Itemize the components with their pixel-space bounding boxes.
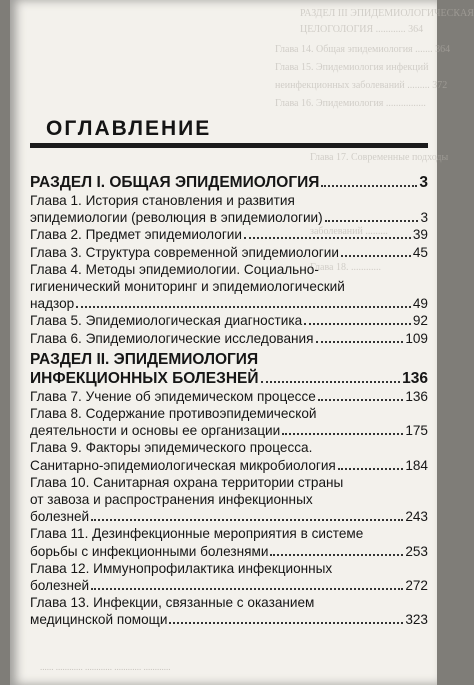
toc-page-number: 39 bbox=[412, 227, 428, 243]
toc-chapter-entry bbox=[30, 439, 428, 473]
toc-entry-line: Глава 9. Факторы эпидемического процесса. bbox=[30, 440, 313, 456]
dot-leader bbox=[244, 237, 411, 239]
toc-chapter-entry bbox=[30, 560, 428, 594]
toc-entry-title: надзор bbox=[30, 296, 75, 312]
toc-entry-line: Глава 4. Методы эпидемиологии. Социально- bbox=[30, 261, 319, 277]
dot-leader bbox=[261, 381, 401, 383]
toc-entry-title: Глава 5. Эпидемиологическая диагностика bbox=[30, 313, 303, 329]
toc-page-number: 3 bbox=[420, 210, 428, 226]
dot-leader bbox=[76, 306, 411, 308]
toc-page-number: 136 bbox=[405, 388, 428, 404]
toc-entry-line: гигиенический мониторинг и эпидемиологический bbox=[30, 279, 345, 295]
toc-chapter-entry bbox=[30, 312, 428, 329]
toc-page-number: 109 bbox=[405, 330, 428, 346]
toc-chapter-entry bbox=[30, 405, 428, 439]
toc-entry-title: медицинской помощи bbox=[30, 612, 168, 628]
dot-leader bbox=[91, 519, 403, 521]
toc-page-number: 92 bbox=[412, 313, 428, 329]
toc-entry-title: Глава 6. Эпидемиологические исследования bbox=[30, 330, 314, 346]
dot-leader bbox=[91, 588, 403, 590]
toc-entry-line: от завоза и распространения инфекционных bbox=[30, 492, 313, 508]
toc-chapter-entry bbox=[30, 594, 428, 628]
toc-part-entry bbox=[30, 350, 428, 388]
toc-part-entry bbox=[30, 173, 428, 192]
dot-leader bbox=[338, 468, 404, 470]
toc-entry-line: Глава 8. Содержание противоэпидемической bbox=[30, 406, 317, 422]
toc-entry-title: РАЗДЕЛ I. ОБЩАЯ ЭПИДЕМИОЛОГИЯ bbox=[30, 174, 320, 191]
toc-page-number: 323 bbox=[405, 612, 428, 628]
table-of-contents bbox=[30, 173, 428, 629]
toc-chapter-entry bbox=[30, 192, 428, 226]
page-title: ОГЛАВЛЕНИЕ bbox=[46, 117, 212, 140]
toc-page-number: 49 bbox=[412, 296, 428, 312]
toc-page-number: 184 bbox=[405, 457, 428, 473]
toc-entry-line: Глава 10. Санитарная охрана территории страны bbox=[30, 474, 344, 490]
dot-leader bbox=[325, 220, 419, 222]
toc-page-number: 272 bbox=[405, 578, 428, 594]
bleed-through-footer: ...... ............ ............ ............ ............ bbox=[40, 662, 171, 672]
heading-rule bbox=[30, 143, 428, 148]
toc-page-number: 136 bbox=[402, 369, 428, 387]
dot-leader bbox=[304, 323, 411, 325]
toc-page-number: 175 bbox=[405, 423, 428, 439]
toc-entry-line: Глава 1. История становления и развития bbox=[30, 193, 295, 208]
toc-page-number: 3 bbox=[419, 174, 428, 191]
toc-entry-title: Глава 3. Структура современной эпидемиологии bbox=[30, 244, 339, 260]
dot-leader bbox=[282, 433, 403, 435]
toc-entry-title: болезней bbox=[30, 578, 90, 594]
toc-chapter-entry bbox=[30, 474, 428, 526]
dot-leader bbox=[318, 399, 403, 401]
toc-chapter-entry bbox=[30, 261, 428, 313]
toc-page-number: 45 bbox=[412, 244, 428, 260]
toc-entry-line: РАЗДЕЛ II. ЭПИДЕМИОЛОГИЯ bbox=[30, 350, 259, 368]
toc-chapter-entry bbox=[30, 244, 428, 261]
toc-entry-title: болезней bbox=[30, 509, 90, 525]
dot-leader bbox=[321, 185, 417, 187]
toc-entry-line: Глава 11. Дезинфекционные мероприятия в системе bbox=[30, 526, 364, 542]
toc-entry-title: эпидемиологии (революция в эпидемиологии) bbox=[30, 210, 323, 226]
toc-chapter-entry bbox=[30, 525, 428, 559]
toc-chapter-entry bbox=[30, 388, 428, 405]
toc-chapter-entry bbox=[30, 226, 428, 243]
toc-entry-title: борьбы с инфекционными болезнями bbox=[30, 543, 269, 559]
toc-entry-title: ИНФЕКЦИОННЫХ БОЛЕЗНЕЙ bbox=[30, 369, 259, 387]
dot-leader bbox=[169, 622, 403, 624]
dot-leader bbox=[316, 341, 404, 343]
toc-chapter-entry bbox=[30, 330, 428, 347]
toc-entry-line: Глава 13. Инфекции, связанные с оказанием bbox=[30, 595, 315, 611]
toc-entry-title: деятельности и основы ее организации bbox=[30, 423, 281, 439]
toc-entry-title: Глава 7. Учение об эпидемическом процессе bbox=[30, 388, 316, 404]
book-page: РАЗДЕЛ III ЭПИДЕМИОЛОГИЧЕСКАЯ ЦЕЛОГОЛОГИЯ ............ 364 Глава 14. Общая эпидемиология ....... 364 Глава 15. Эпидемиология инфекций неинфекционных заболеваний ......... 372 Глава 16. Эпидемиология ................ Глава 17. Современные подходы заболеваний ......... Глава 18. ............ ОГЛАВЛЕНИЕ РАЗДЕЛ I. ОБЩАЯ ЭПИДЕМИОЛОГИЯ 3 Глава 1. История становления и развития эпидемиологии (революция в эпидемиологии) 3 Глава 2. Предмет эпидемиологии 39 Глава 3. Структура современной эпидемиологии 45 Глава 4. Методы эпидемиологии. Социально- гигиенический мониторинг и эпидемиологический надзор 49 Глава 5. Эпидемиологическая диагностика 92 Глава 6. Эпидемиологические исследования 109 РАЗДЕЛ II. ЭПИДЕМИОЛОГИЯ ИНФЕКЦИОННЫХ БОЛЕЗНЕЙ 136 Глава 7. Учение об эпидемическом процессе 136 Глава 8. Содержание противоэпидемической деятельности и основы ее организации 175 Глава 9. Факторы эпидемического процесса. Санитарно-эпидемиологическая микробиология 184 Глава 10. Санитарная охрана территории страны от завоза и распространения инфекционных болезней 243 Глава 11. Дезинфекционные мероприятия в системе борьбы с инфекционными болезнями 253 Глава 12. Иммунопрофилактика инфекционных болезней 272 Глава 13. Инфекции, связанные с оказанием медицинской помощи 323 ...... ............ ............ ............ ............ bbox=[10, 0, 437, 685]
dot-leader bbox=[270, 554, 403, 556]
toc-page-number: 253 bbox=[405, 543, 428, 559]
toc-entry-title: Глава 2. Предмет эпидемиологии bbox=[30, 227, 242, 243]
toc-page-number: 243 bbox=[405, 509, 428, 525]
toc-entry-title: Санитарно-эпидемиологическая микробиология bbox=[30, 457, 336, 473]
toc-entry-line: Глава 12. Иммунопрофилактика инфекционных bbox=[30, 560, 333, 576]
dot-leader bbox=[341, 255, 411, 257]
